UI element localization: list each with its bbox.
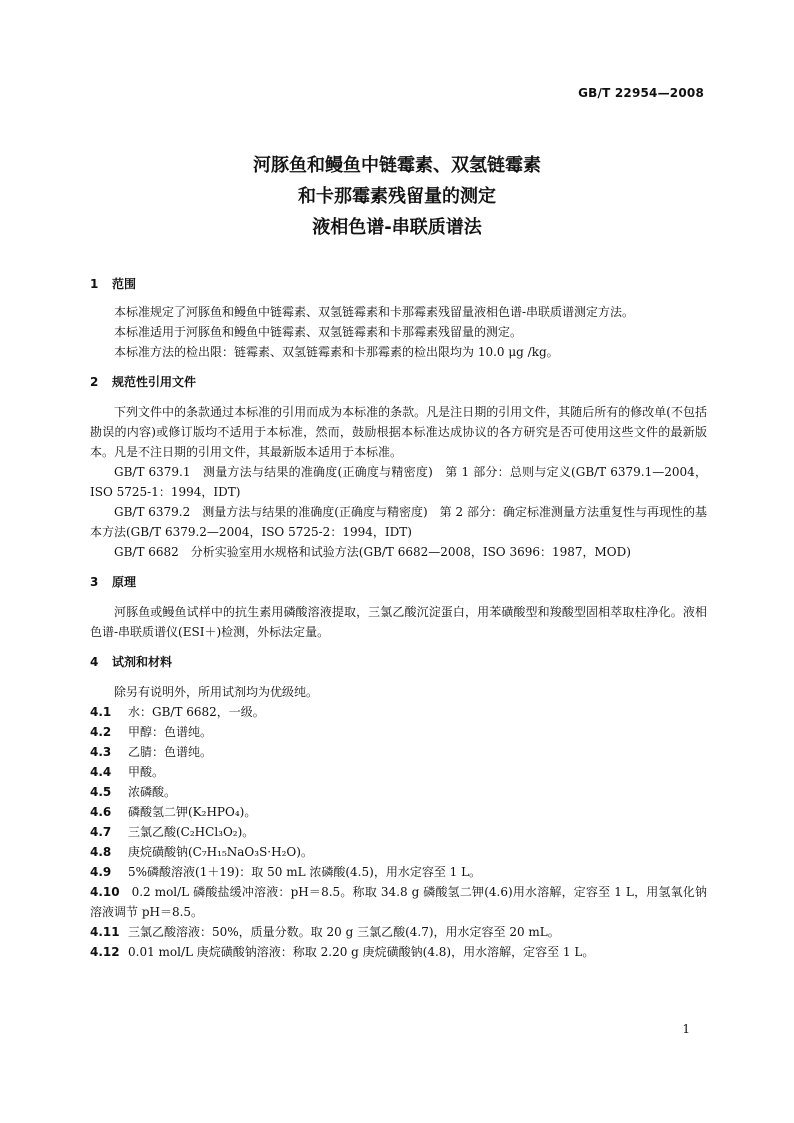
page-number: 1 [682, 1022, 690, 1036]
item-number: 4.3 [90, 745, 112, 759]
item-text: 甲醇：色谱纯。 [128, 725, 213, 739]
standard-number: GB/T 22954—2008 [578, 86, 704, 100]
document-body [90, 274, 707, 962]
item-number: 4.9 [90, 865, 112, 879]
item-number: 4.6 [90, 805, 112, 819]
section-title: 试剂和材料 [112, 655, 173, 669]
section-number: 2 [90, 375, 99, 389]
item-number: 4.7 [90, 825, 112, 839]
item-text: 庚烷磺酸钠(C₇H₁₅NaO₃S·H₂O)。 [128, 845, 313, 859]
title-line-2: 和卡那霉素残留量的测定 [298, 186, 496, 207]
item-text: 三氯乙酸(C₂HCl₃O₂)。 [128, 825, 255, 839]
list-item [90, 882, 707, 922]
item-number: 4.12 [90, 945, 120, 959]
section-heading-scope [90, 274, 707, 294]
section-title: 原理 [112, 575, 137, 589]
item-text: 5%磷酸溶液(1＋19)：取 50 mL 浓磷酸(4.5)，用水定容至 1 L。 [128, 865, 482, 879]
section-number: 1 [90, 277, 99, 291]
section-title: 规范性引用文件 [112, 375, 197, 389]
paragraph: 下列文件中的条款通过本标准的引用而成为本标准的条款。凡是注日期的引用文件，其随后所有的修改单(不包括勘误的内容)或修订版均不适用于本标准，然而，鼓励根据本标准达成协议的各方研究是否可使用这些文件的最新版本。凡是不注日期的引用文件，其最新版本适用于本标准。 [90, 405, 707, 459]
item-text: 水：GB/T 6682，一级。 [128, 705, 265, 719]
section-number: 3 [90, 575, 99, 589]
item-number: 4.8 [90, 845, 112, 859]
item-text: 磷酸氢二钾(K₂HPO₄)。 [128, 805, 257, 819]
section-title: 范围 [112, 277, 137, 291]
item-number: 4.5 [90, 785, 112, 799]
item-number: 4.2 [90, 725, 112, 739]
reference-entry: GB/T 6682 分析实验室用水规格和试验方法(GB/T 6682—2008，ISO 3696：1987，MOD) [114, 545, 631, 559]
item-number: 4.11 [90, 925, 120, 939]
paragraph: 本标准方法的检出限：链霉素、双氢链霉素和卡那霉素的检出限均为 10.0 μg /kg。 [114, 345, 559, 359]
list-item [90, 862, 707, 882]
list-item [90, 842, 707, 862]
item-text: 0.2 mol/L 磷酸盐缓冲溶液：pH＝8.5。称取 34.8 g 磷酸氢二钾(4.6)用水溶解，定容至 1 L，用氢氧化钠溶液调节 pH＝8.5。 [90, 885, 707, 919]
paragraph: 本标准规定了河豚鱼和鳗鱼中链霉素、双氢链霉素和卡那霉素残留量液相色谱-串联质谱测定方法。 [114, 305, 635, 319]
item-text: 浓磷酸。 [128, 785, 177, 799]
list-item [90, 722, 707, 742]
item-text: 三氯乙酸溶液：50%，质量分数。取 20 g 三氯乙酸(4.7)，用水定容至 20 mL。 [128, 925, 560, 939]
item-text: 0.01 mol/L 庚烷磺酸钠溶液：称取 2.20 g 庚烷磺酸钠(4.8)，用水溶解，定容至 1 L。 [128, 945, 595, 959]
paragraph: 河豚鱼或鳗鱼试样中的抗生素用磷酸溶液提取，三氯乙酸沉淀蛋白，用苯磺酸型和羧酸型固相萃取柱净化。液相色谱-串联质谱仪(ESI＋)检测，外标法定量。 [90, 605, 707, 639]
list-item [90, 802, 707, 822]
section-heading-principle [90, 572, 707, 592]
section-number: 4 [90, 655, 99, 669]
item-number: 4.10 [90, 885, 120, 899]
list-item [90, 782, 707, 802]
item-number: 4.4 [90, 765, 112, 779]
list-item [90, 942, 707, 962]
item-text: 甲酸。 [128, 765, 165, 779]
item-number: 4.1 [90, 705, 112, 719]
list-item [90, 922, 707, 942]
item-text: 乙腈：色谱纯。 [128, 745, 213, 759]
title-line-1: 河豚鱼和鳗鱼中链霉素、双氢链霉素 [253, 155, 541, 176]
list-item [90, 822, 707, 842]
reference-entry: GB/T 6379.1 测量方法与结果的准确度(正确度与精密度) 第 1 部分：总则与定义(GB/T 6379.1—2004，ISO 5725-1：1994，IDT) [90, 465, 707, 499]
paragraph: 本标准适用于河豚鱼和鳗鱼中链霉素、双氢链霉素和卡那霉素残留量的测定。 [114, 325, 523, 339]
reference-entry: GB/T 6379.2 测量方法与结果的准确度(正确度与精密度) 第 2 部分：确定标准测量方法重复性与再现性的基本方法(GB/T 6379.2—2004，ISO 5725-2：1994，IDT) [90, 505, 707, 539]
list-item [90, 742, 707, 762]
section-heading-reagents [90, 652, 707, 672]
paragraph: 除另有说明外，所用试剂均为优级纯。 [114, 685, 319, 699]
list-item [90, 702, 707, 722]
list-item [90, 762, 707, 782]
section-heading-normative-references [90, 372, 707, 392]
title-line-3: 液相色谱-串联质谱法 [312, 217, 482, 238]
document-title [0, 150, 794, 243]
